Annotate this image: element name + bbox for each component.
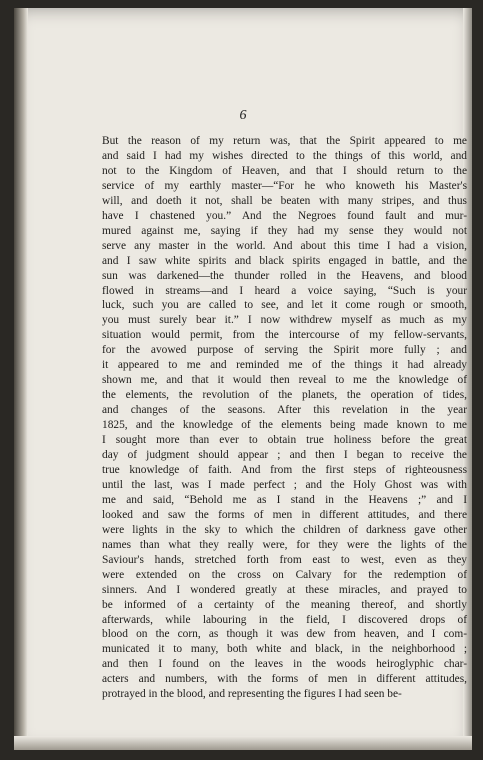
text-line: blood on the corn, as though it was dew from heaven, and I com-	[102, 628, 467, 641]
text-line: sun was darkened—the thunder rolled in the Heavens, and blood	[102, 269, 467, 282]
text-line: flowed in streams—and I heard a voice saying, “Such is your	[102, 284, 467, 297]
text-line: luck, such you are called to see, and let it come rough or smooth,	[102, 299, 467, 312]
text-line: 1825, and the knowledge of the elements being made known to me	[102, 419, 467, 432]
book-page	[14, 8, 472, 750]
body-text	[102, 134, 467, 702]
text-line: municated it to many, both white and black, in the neighborhood ;	[102, 643, 467, 656]
text-line: were extended on the cross on Calvary for the redemption of	[102, 568, 467, 581]
text-line: acters and numbers, with the forms of men in different attitudes,	[102, 673, 467, 686]
text-line: looked and saw the forms of men in different attitudes, and there	[102, 508, 467, 521]
text-line: situation would permit, from the intercourse of my fellow-servants,	[102, 329, 467, 342]
text-line: me and said, “Behold me as I stand in the Heavens ;” and I	[102, 493, 467, 506]
page-number: 6	[239, 108, 247, 123]
text-line: until the last, was I made perfect ; and the Holy Ghost was with	[102, 478, 467, 491]
text-line: mured against me, saying if they had my sense they would not	[102, 224, 467, 237]
text-line: sinners. And I wondered greatly at these miracles, and prayed to	[102, 583, 467, 596]
text-line: it appeared to me and reminded me of the things it had already	[102, 359, 467, 372]
text-line: shown me, and that it would then reveal to me the knowledge of	[102, 374, 467, 387]
text-line: afterwards, while labouring in the field, I discovered drops of	[102, 613, 467, 626]
text-line: protrayed in the blood, and representing the figures I had seen be-	[102, 688, 402, 701]
text-line: serve any master in the world. And about this time I had a vision,	[102, 239, 467, 252]
text-line: not to the Kingdom of Heaven, and that I should return to the	[102, 164, 467, 177]
text-line: be informed of a certainty of the meaning thereof, and shortly	[102, 598, 467, 611]
text-line: names than what they really were, for they were the lights of the	[102, 538, 467, 551]
text-line: I sought more than ever to obtain true holiness before the great	[102, 434, 467, 447]
text-line: Saviour's hands, stretched forth from east to west, even as they	[102, 553, 467, 566]
text-line: you must surely bear it.” I now withdrew myself as much as my	[102, 314, 467, 327]
text-line: and then I found on the leaves in the woods heiroglyphic char-	[102, 658, 467, 671]
text-line: the elements, the revolution of the planets, the operation of tides,	[102, 389, 467, 402]
text-line: But the reason of my return was, that the Spirit appeared to me	[102, 135, 467, 147]
text-line: were lights in the sky to which the children of darkness gave other	[102, 523, 467, 536]
text-line: and I saw white spirits and black spirits engaged in battle, and the	[102, 254, 467, 267]
text-line: true knowledge of faith. And from the first steps of righteousness	[102, 463, 467, 476]
text-line: service of my earthly master—“For he who knoweth his Master's	[102, 179, 467, 192]
text-line: have I chastened you.” And the Negroes found fault and mur-	[102, 209, 467, 222]
text-line: will, and doeth it not, shall be beaten with many stripes, and thus	[102, 194, 467, 207]
text-line: and said I had my wishes directed to the things of this world, and	[102, 149, 467, 162]
text-line: and changes of the seasons. After this revelation in the year	[102, 404, 467, 417]
text-line: day of judgment should appear ; and then I began to receive the	[102, 449, 467, 462]
page-bottom-edge	[14, 736, 472, 750]
text-line: for the avowed purpose of serving the Spirit more fully ; and	[102, 344, 467, 357]
